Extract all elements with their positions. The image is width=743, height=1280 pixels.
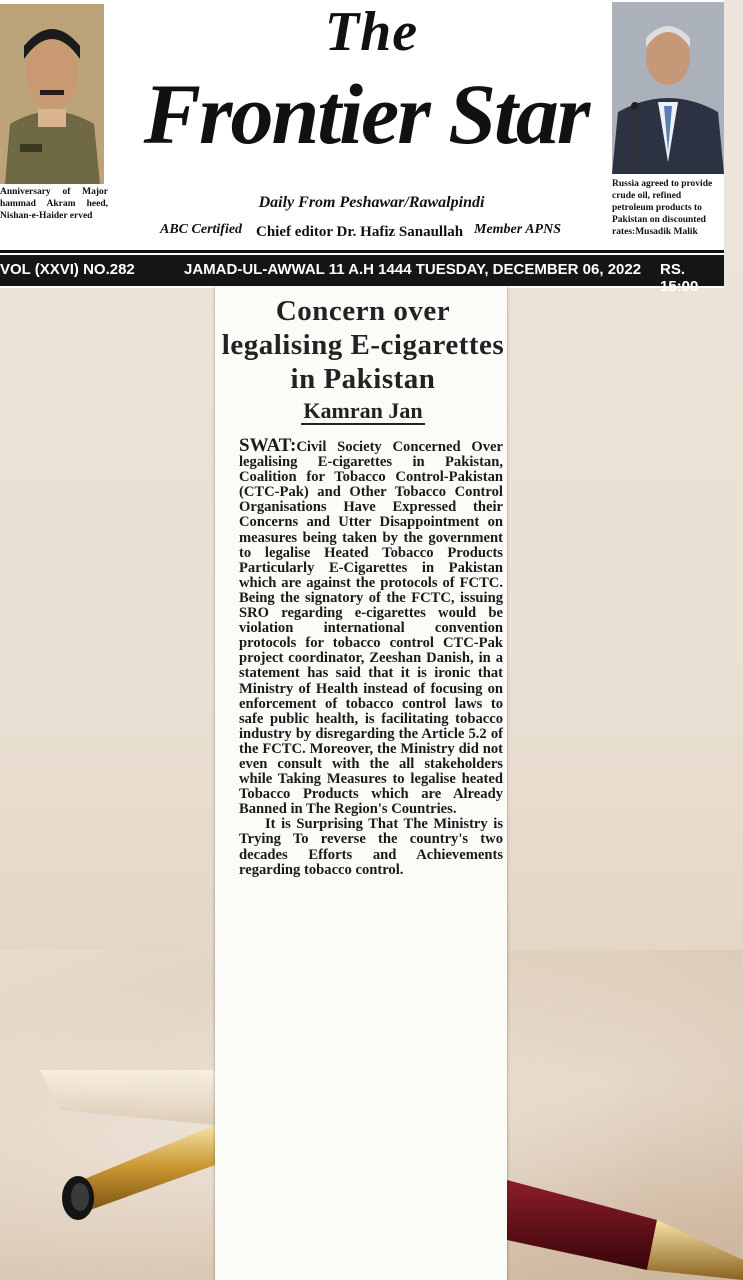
- abc-certified-label: ABC Certified: [160, 222, 243, 237]
- fountain-pen-left-decoration: [0, 1070, 215, 1220]
- minister-speaking-photo: [612, 2, 724, 174]
- article-paragraph: It is Surprising That The Ministry is Trying To reverse the country's two decades Efforts and Achievements regarding tobacco control.: [239, 816, 503, 878]
- newspaper-masthead: [0, 0, 724, 295]
- issue-price: RS. 15:00: [660, 261, 699, 295]
- article-byline: [221, 398, 505, 424]
- right-photo-caption: Russia agreed to provide crude oil, refined petroleum products to Pakistan on discounted rates:Musadik Malik: [612, 179, 713, 237]
- article-dateline: SWAT:: [239, 435, 297, 456]
- masthead-tagline: Daily From Peshawar/Rawalpindi: [258, 194, 485, 211]
- chief-editor-label: Chief editor Dr. Hafiz Sanaullah: [256, 224, 464, 240]
- issue-info-bar: [0, 255, 724, 295]
- masthead-title: Frontier Star: [143, 66, 589, 162]
- paragraph-1-text: Civil Society Concerned Over legalising E-cigarettes in Pakistan, Coalition for Tobacco Control-Pakistan (CTC-Pak) and Other Tobacco Control Organisations Have Expressed their Concerns and Utter Disappointment on measures being taken by the government to legalise Heated Tobacco Products Particularly E-Cigarettes in Pakistan which are against the protocols of FCTC. Being the signatory of the FCTC, issuing SRO regarding e-cigarettes would be violation international convention protocols for tobacco control CTC-Pak project coordinator, Zeeshan Danish, in a statement has said that it is ironic that Ministry of Health instead of focusing on enforcement of tobacco control laws to safe public health, is facilitating tobacco industry by disregarding the Article 5.2 of the FCTC. Moreover, the Ministry did not even consult with the all stakeholders while Taking Measures to legalise heated Tobacco Products which are Already Banned in The Region's Countries.: [239, 439, 503, 818]
- article-headline: Concern over legalising E-cigarettes in Pakistan: [221, 295, 505, 395]
- byline-name: Kamran Jan: [303, 398, 423, 423]
- article-clipping: [215, 286, 507, 1280]
- masthead-the: The: [324, 1, 419, 63]
- fountain-pen-right-decoration: [507, 1160, 743, 1280]
- issue-date: JAMAD-UL-AWWAL 11 A.H 1444 TUESDAY, DECEMBER 06, 2022: [184, 261, 642, 278]
- member-apns-label: Member APNS: [474, 222, 561, 237]
- article-body: [221, 435, 505, 878]
- masthead-rule: [0, 250, 724, 253]
- article-paragraph: [239, 435, 503, 818]
- left-photo-caption: Anniversary of Major hammad Akram heed, Nishan-e-Haider erved: [0, 187, 108, 221]
- volume-number: VOL (XXVI) NO.282: [0, 261, 135, 278]
